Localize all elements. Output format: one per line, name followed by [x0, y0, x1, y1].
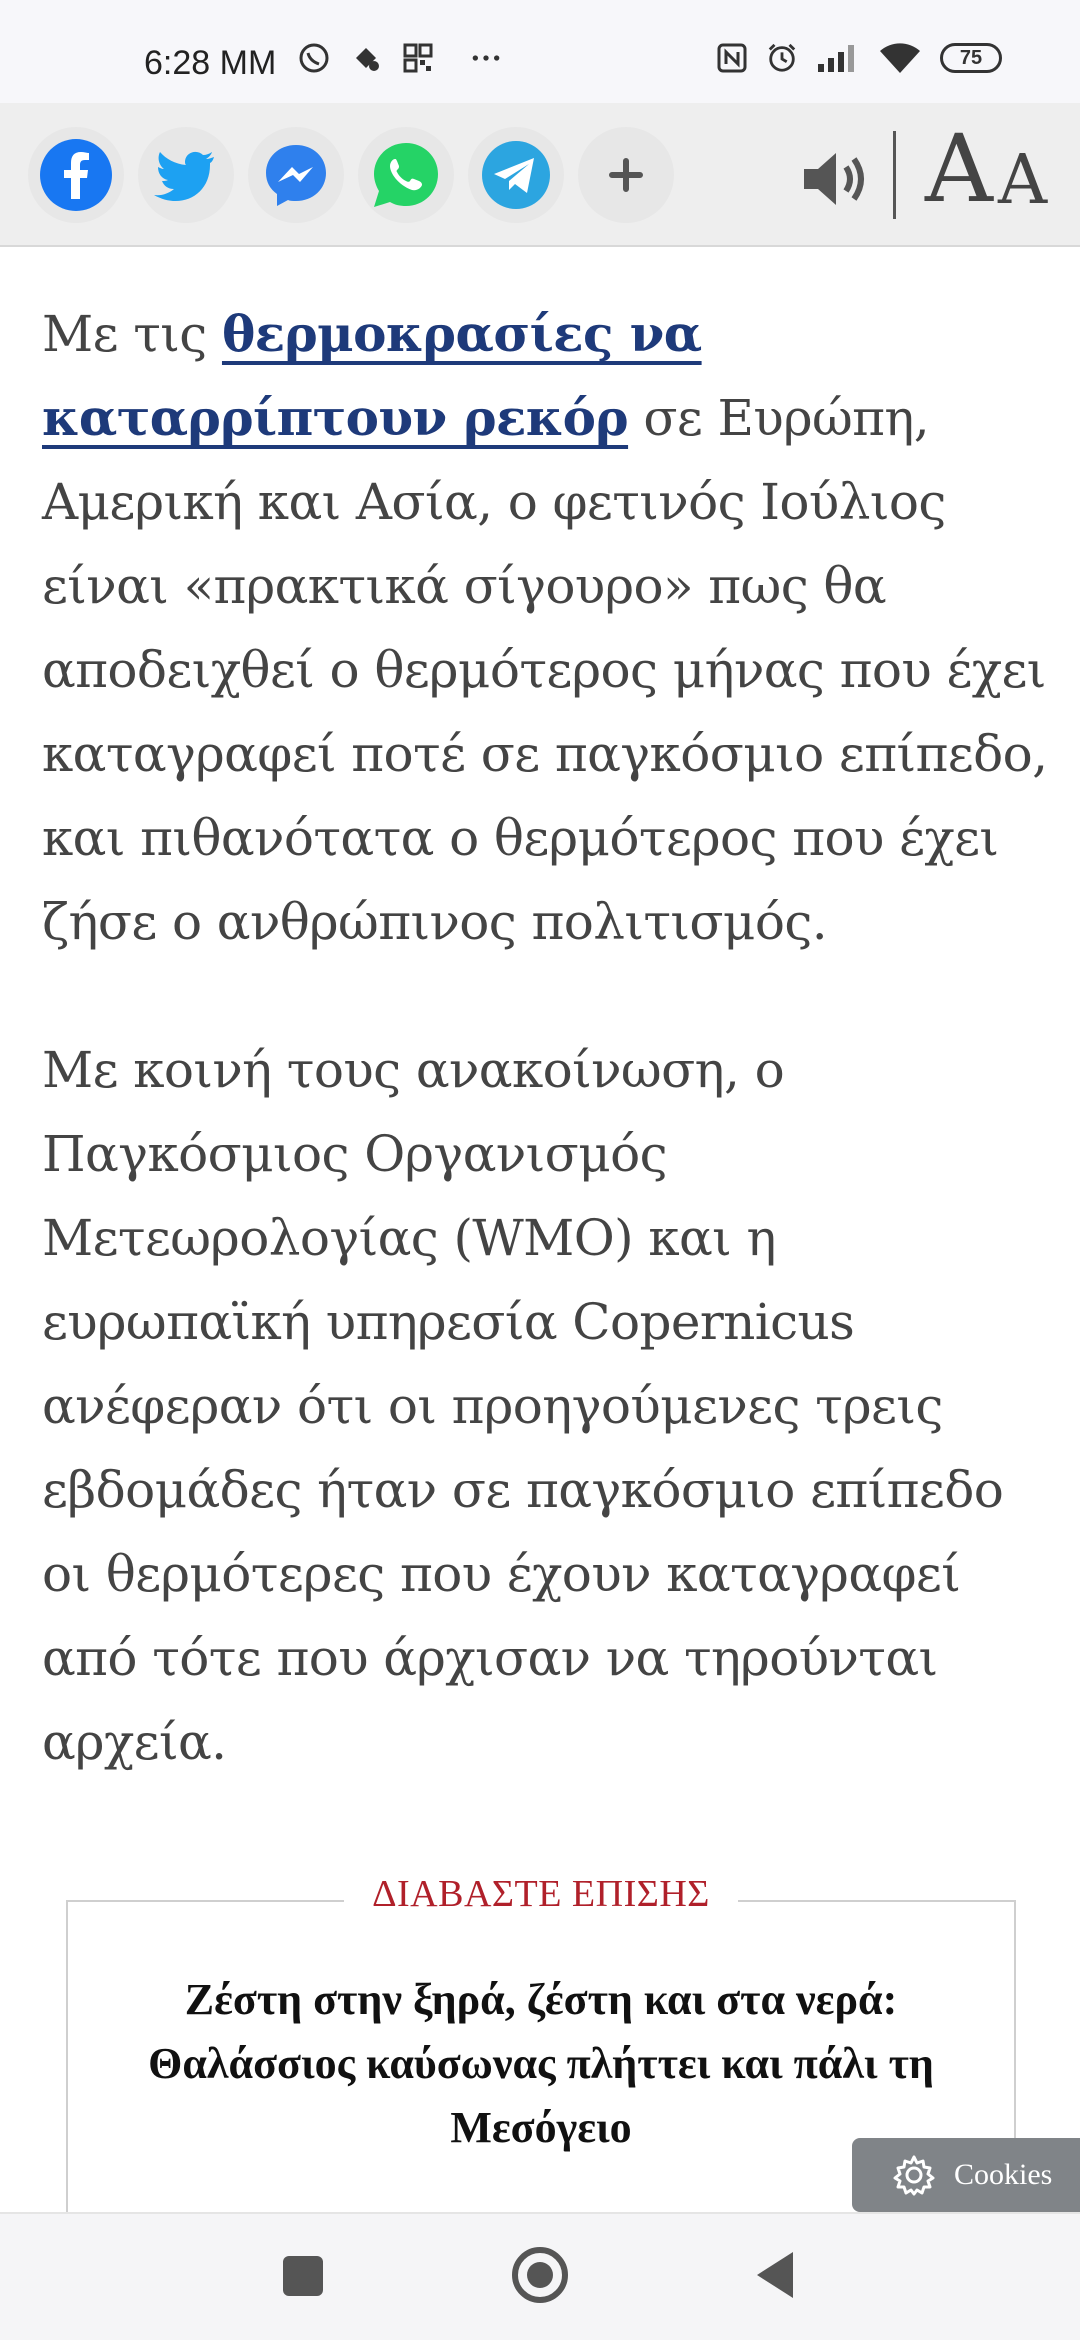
signal-icon [816, 42, 860, 74]
gear-icon [892, 2153, 936, 2197]
twitter-share-button[interactable] [138, 127, 234, 223]
speaker-icon[interactable] [800, 143, 872, 215]
status-bar [0, 0, 1080, 103]
cookies-settings-button[interactable] [852, 2138, 1080, 2212]
alarm-icon [766, 42, 798, 74]
read-also-article-link[interactable]: Ζέστη στην ξηρά, ζέστη και στα νερά: Θαλάσσιος καύσωνας πλήττει και πάλι τη Μεσόγειο [148, 1975, 934, 2152]
decrease-font-button[interactable]: A [998, 141, 1048, 220]
status-time: 6:28 MM [144, 44, 277, 82]
more-icon [470, 42, 502, 74]
messenger-icon [258, 137, 334, 213]
toolbar-divider [893, 131, 896, 219]
cookies-label: Cookies [954, 2158, 1053, 2191]
grid-icon [402, 42, 434, 74]
nfc-icon [716, 42, 748, 74]
temperature-records-link[interactable]: θερμοκρασίες να καταρρίπτουν ρεκόρ [42, 304, 702, 447]
call-icon [298, 42, 330, 74]
messenger-share-button[interactable] [248, 127, 344, 223]
home-button[interactable] [511, 2246, 569, 2304]
increase-font-button[interactable]: A [925, 115, 993, 224]
article-body [42, 292, 1052, 1848]
more-share-button[interactable] [578, 127, 674, 223]
wifi-icon [878, 42, 922, 74]
recent-apps-button[interactable] [283, 2256, 323, 2296]
notification-icon [350, 42, 382, 74]
telegram-share-button[interactable] [468, 127, 564, 223]
paragraph-1-prefix: Με τις [42, 305, 222, 363]
plus-icon [588, 137, 664, 213]
article-paragraph-1 [42, 292, 1052, 964]
telegram-icon [478, 137, 554, 213]
whatsapp-icon [368, 137, 444, 213]
paragraph-1-rest: σε Ευρώπη, Αμερική και Ασία, ο φετινός Ιούλιος είναι «πρακτικά σίγουρο» πως θα αποδειχθεί ο θερμότερος μήνας που έχει καταγραφεί ποτέ σε παγκόσμιο επίπεδο, και πιθανότατα ο θερμότερος που έχει ζήσε ο ανθρώπινος πολιτισμός. [42, 389, 1048, 951]
system-nav-bar [0, 2212, 1080, 2340]
status-right-icons [716, 42, 1002, 74]
article-paragraph-2: Με κοινή τους ανακοίνωση, ο Παγκόσμιος Οργανισμός Μετεωρολογίας (WMO) και η ευρωπαϊκή υπηρεσία Copernicus ανέφεραν ότι οι προηγούμενες τρεις εβδομάδες ήταν σε παγκόσμιο επίπεδο οι θερμότερες που έχουν καταγραφεί από τότε που άρχισαν να τηρούνται αρχεία. [42, 1041, 1004, 1771]
share-toolbar [0, 103, 1080, 247]
twitter-icon [148, 137, 224, 213]
whatsapp-share-button[interactable] [358, 127, 454, 223]
read-also-heading: ΔΙΑΒΑΣΤΕ ΕΠΙΣΗΣ [344, 1873, 738, 1915]
read-also-label [68, 1872, 1014, 1916]
battery-indicator: 75 [940, 43, 1002, 73]
status-left-icons [298, 42, 502, 74]
facebook-share-button[interactable] [28, 127, 124, 223]
facebook-icon [38, 137, 114, 213]
back-button[interactable] [755, 2250, 795, 2300]
